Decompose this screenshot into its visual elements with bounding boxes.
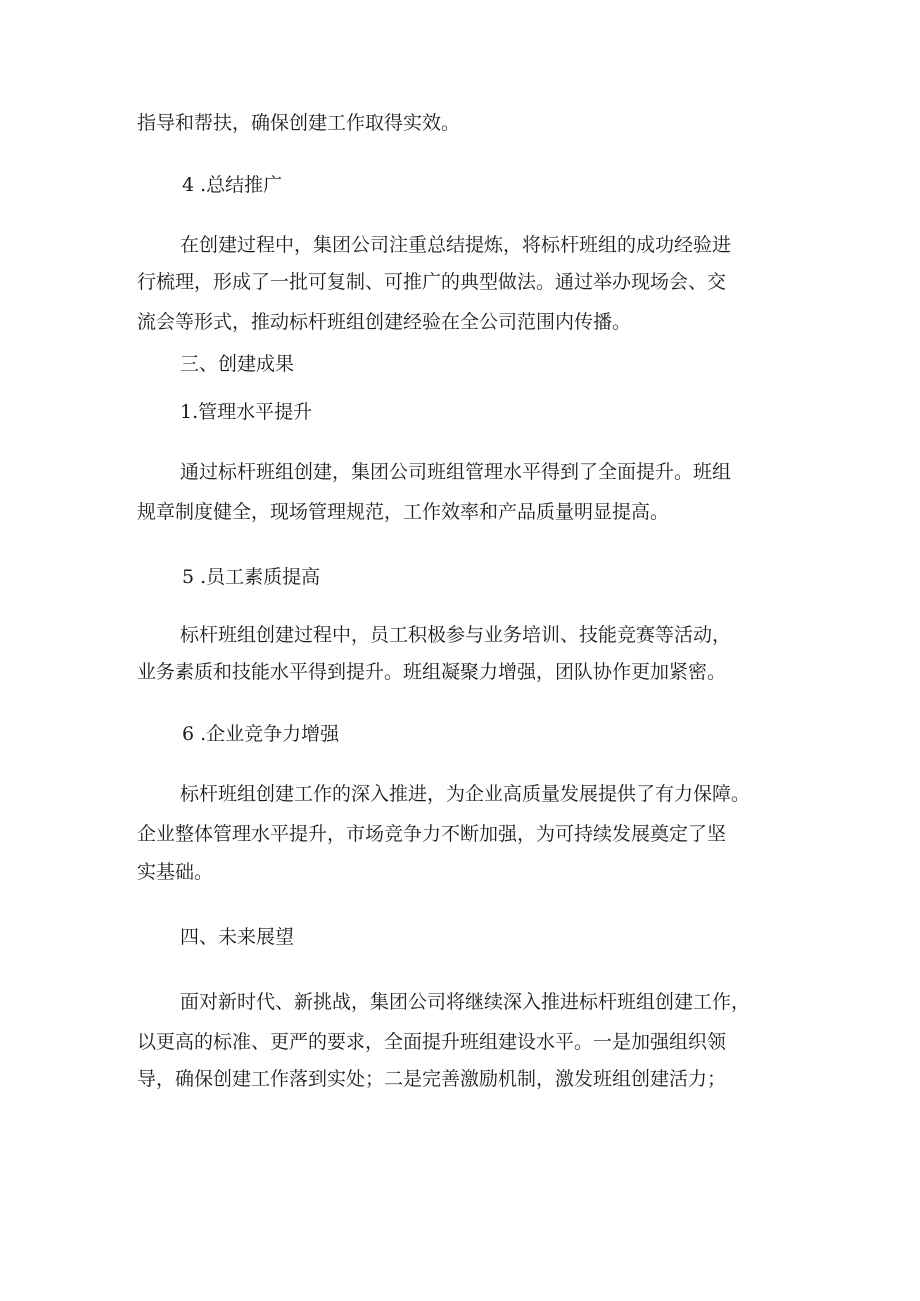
body-text-line: 在创建过程中，集团公司注重总结提炼，将标杆班组的成功经验进 xyxy=(180,234,732,256)
body-text-line: 通过标杆班组创建，集团公司班组管理水平得到了全面提升。班组 xyxy=(180,461,732,483)
chapter-heading: 四、未来展望 xyxy=(180,926,295,948)
section-heading: 6 .企业竞争力增强 xyxy=(182,723,340,745)
section-heading: 4 .总结推广 xyxy=(182,174,283,196)
body-text-line: 流会等形式，推动标杆班组创建经验在全公司范围内传播。 xyxy=(137,311,632,333)
section-heading: 1.管理水平提升 xyxy=(180,401,313,423)
body-text-line: 行梳理，形成了一批可复制、可推广的典型做法。通过举办现场会、交 xyxy=(137,271,727,293)
section-heading: 5 .员工素质提高 xyxy=(182,566,321,588)
body-text-line: 标杆班组创建过程中，员工积极参与业务培训、技能竞赛等活动， xyxy=(180,624,732,646)
body-text-line: 导，确保创建工作落到实处；二是完善激励机制，激发班组创建活力； xyxy=(137,1068,727,1090)
body-text-line: 指导和帮扶，确保创建工作取得实效。 xyxy=(137,112,461,134)
body-text-line: 业务素质和技能水平得到提升。班组凝聚力增强，团队协作更加紧密。 xyxy=(137,661,727,683)
body-text-line: 以更高的标准、更严的要求，全面提升班组建设水平。一是加强组织领 xyxy=(137,1031,727,1053)
chapter-heading: 三、创建成果 xyxy=(180,353,295,375)
body-text-line: 面对新时代、新挑战，集团公司将继续深入推进标杆班组创建工作， xyxy=(180,991,751,1013)
body-text-line: 规章制度健全，现场管理规范，工作效率和产品质量明显提高。 xyxy=(137,501,670,523)
body-text-line: 标杆班组创建工作的深入推进，为企业高质量发展提供了有力保障。 xyxy=(180,783,751,805)
body-text-line: 企业整体管理水平提升，市场竞争力不断加强，为可持续发展奠定了坚 xyxy=(137,823,727,845)
body-text-line: 实基础。 xyxy=(137,861,214,883)
